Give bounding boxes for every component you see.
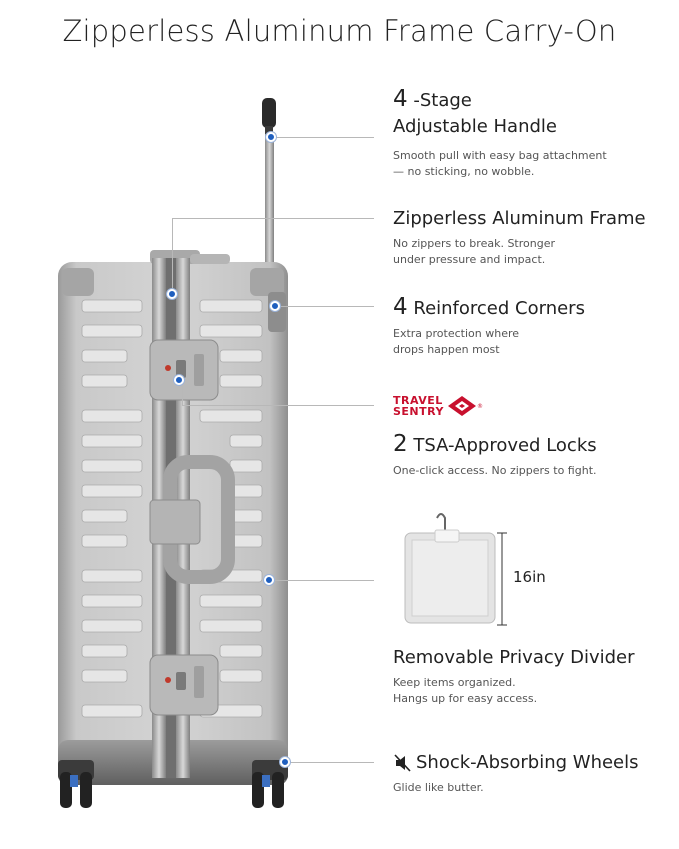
- feature-divider: [393, 645, 673, 707]
- feature-desc-line1: Glide like butter.: [393, 781, 484, 794]
- feature-desc-line1: One-click access. No zippers to fight.: [393, 464, 597, 477]
- feature-title: Shock-Absorbing Wheels: [416, 752, 639, 773]
- callout-line-frame: [172, 218, 374, 219]
- marker-dot-corners: [270, 301, 280, 311]
- feature-desc-line1: Keep items organized.: [393, 676, 516, 689]
- travel-sentry-logo: [393, 395, 483, 417]
- telescoping-handle: [262, 98, 276, 284]
- marker-dot-handle: [266, 132, 276, 142]
- logo-text-line1: TRAVEL: [393, 394, 443, 407]
- feature-number: 2: [393, 431, 408, 457]
- feature-desc-line1: Extra protection where: [393, 327, 520, 340]
- feature-number: 4: [393, 294, 408, 320]
- mute-speaker-icon: [393, 753, 413, 773]
- marker-dot-divider: [264, 575, 274, 585]
- feature-desc-line2: under pressure and impact.: [393, 253, 546, 266]
- page-title: Zipperless Aluminum Frame Carry-On: [62, 14, 617, 48]
- feature-title: Removable Privacy Divider: [393, 647, 635, 668]
- feature-title-line2: Adjustable Handle: [393, 116, 557, 137]
- feature-title: Zipperless Aluminum Frame: [393, 208, 646, 229]
- callout-line-locks: [182, 405, 374, 406]
- callout-line-divider: [272, 580, 374, 581]
- feature-title: -Stage: [413, 90, 472, 111]
- feature-heading: [393, 86, 673, 114]
- feature-number: 4: [393, 86, 408, 112]
- divider-height-label: 16in: [513, 568, 546, 586]
- feature-frame: [393, 206, 673, 268]
- feature-corners: [393, 294, 673, 358]
- registered-mark: ®: [476, 402, 483, 410]
- feature-locks: [393, 431, 673, 479]
- feature-desc-line1: Smooth pull with easy bag attachment: [393, 149, 607, 162]
- callout-line-corners: [280, 306, 374, 307]
- marker-dot-wheels: [280, 757, 290, 767]
- privacy-divider-illustration: [405, 514, 507, 625]
- feature-desc-line1: No zippers to break. Stronger: [393, 237, 555, 250]
- feature-title: Reinforced Corners: [413, 298, 585, 319]
- callout-line-handle: [274, 137, 374, 138]
- callout-vline-frame: [172, 218, 173, 294]
- travel-sentry-diamond-icon: [447, 395, 477, 417]
- feature-title: TSA-Approved Locks: [413, 435, 597, 456]
- feature-handle: [393, 86, 673, 180]
- logo-text-line2: SENTRY: [393, 405, 444, 418]
- feature-wheels: [393, 750, 673, 796]
- callout-line-wheels: [286, 762, 374, 763]
- feature-desc-line2: Hangs up for easy access.: [393, 692, 538, 705]
- marker-dot-locks: [174, 375, 184, 385]
- feature-desc-line2: — no sticking, no wobble.: [393, 165, 535, 178]
- marker-dot-frame: [167, 289, 177, 299]
- feature-desc-line2: drops happen most: [393, 343, 500, 356]
